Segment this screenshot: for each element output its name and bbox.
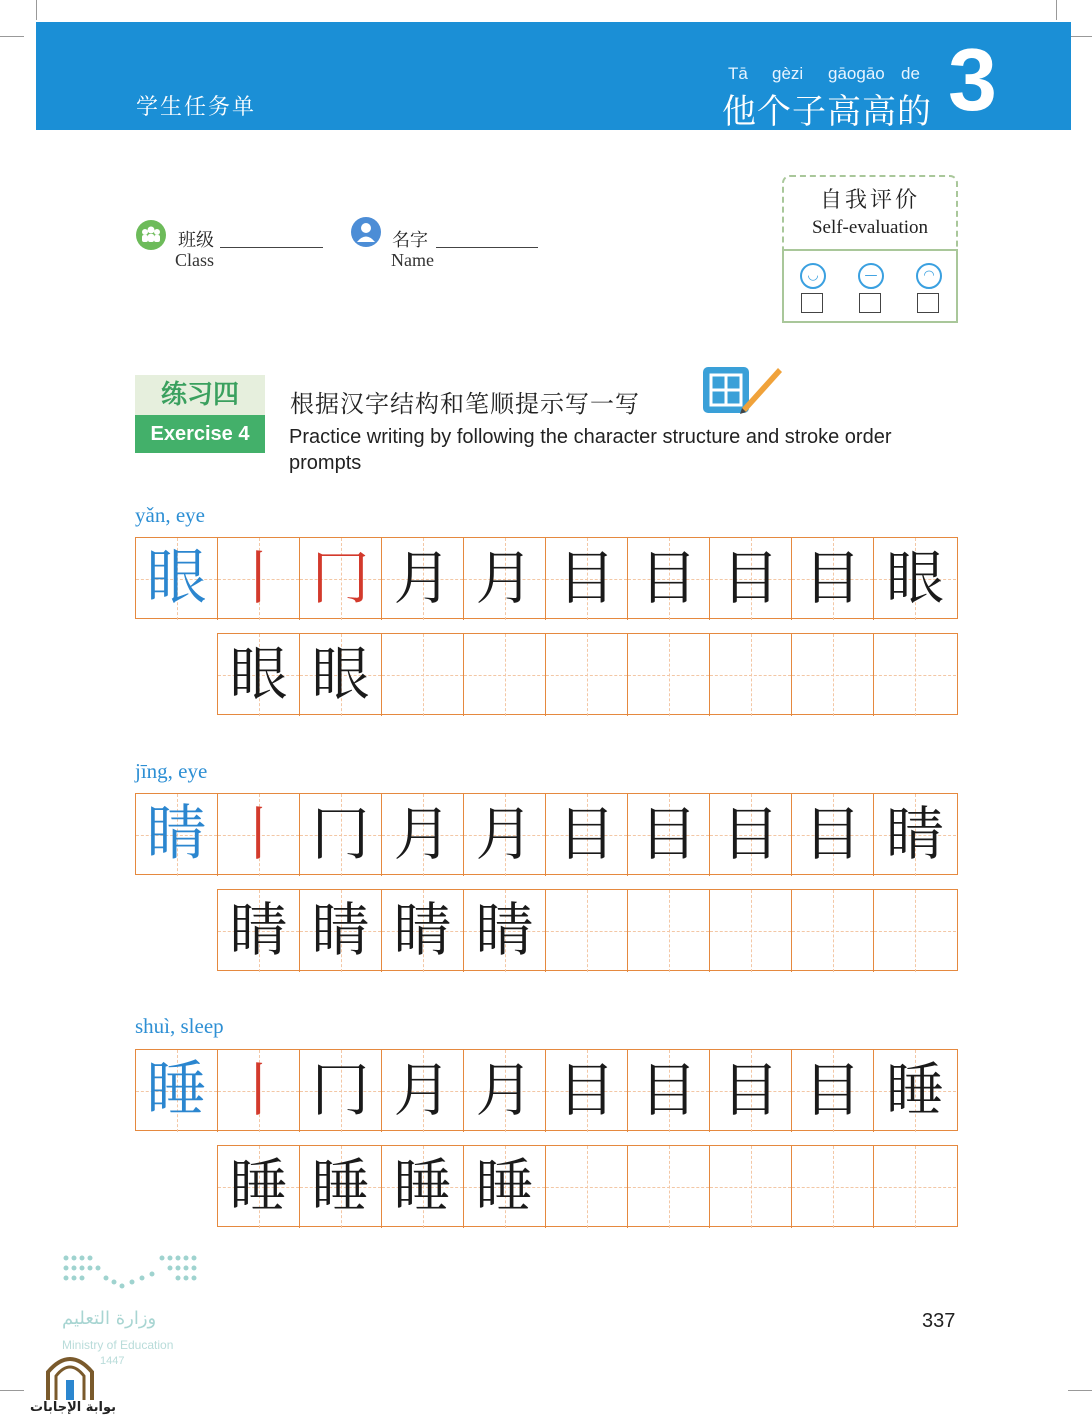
self-eval-checkbox-poor[interactable]	[917, 293, 939, 313]
crop-mark	[1068, 36, 1092, 37]
stroke-step: 睡	[393, 1152, 452, 1220]
stroke-step: 目	[803, 1056, 862, 1124]
stroke-step: 睡	[311, 1152, 370, 1220]
stroke-cell	[218, 1050, 300, 1132]
stroke-step: 睡	[885, 1056, 944, 1124]
stroke-cell	[546, 538, 628, 620]
stroke-step: 月	[475, 544, 534, 612]
stroke-step: 睡	[229, 1152, 288, 1220]
practice-cell[interactable]	[300, 634, 382, 716]
stroke-step: 目	[803, 544, 862, 612]
stroke-step: 睛	[885, 800, 944, 868]
stroke-step: 眼	[885, 544, 944, 612]
stroke-step: 眼	[311, 640, 370, 708]
self-evaluation-title-en: Self-evaluation	[811, 217, 929, 238]
stroke-cell	[218, 794, 300, 876]
lesson-title: 他个子高高的	[722, 92, 932, 132]
stroke-cell	[464, 1050, 546, 1132]
class-input-line[interactable]	[220, 247, 323, 248]
stroke-cell	[628, 538, 710, 620]
practice-cell[interactable]	[628, 890, 710, 972]
stroke-cell	[300, 538, 382, 620]
self-evaluation-options	[782, 249, 958, 323]
lesson-pinyin: gèzi	[772, 64, 804, 83]
practice-cell[interactable]	[710, 890, 792, 972]
character-label-yan: yǎn, eye	[135, 503, 205, 527]
page-number: 337	[922, 1310, 956, 1332]
practice-cell[interactable]	[218, 890, 300, 972]
stroke-order-row-jing	[135, 793, 958, 875]
stroke-cell	[300, 1050, 382, 1132]
lesson-number: 3	[948, 30, 997, 129]
stroke-step: 目	[557, 544, 616, 612]
stroke-cell	[464, 538, 546, 620]
ministry-logo-icon	[62, 1252, 197, 1292]
stroke-step: 目	[557, 800, 616, 868]
practice-row-shui	[217, 1145, 958, 1227]
practice-cell[interactable]	[546, 1146, 628, 1228]
stroke-cell	[874, 538, 956, 620]
practice-cell[interactable]	[300, 890, 382, 972]
stroke-step: 冂	[311, 800, 370, 868]
practice-cell[interactable]	[218, 1146, 300, 1228]
self-eval-checkbox-ok[interactable]	[859, 293, 881, 313]
stroke-cell	[792, 794, 874, 876]
stroke-cell	[546, 1050, 628, 1132]
exercise-label-cn: 练习四	[135, 375, 265, 415]
exercise-badge	[135, 375, 265, 455]
watermark-text: بوابة الإجابات	[30, 1400, 116, 1415]
ministry-name-en: Ministry of Education	[62, 1338, 174, 1352]
practice-cell[interactable]	[382, 634, 464, 716]
neutral-face-icon: —	[858, 263, 884, 289]
practice-cell[interactable]	[874, 634, 956, 716]
smile-face-icon: ◡	[800, 263, 826, 289]
stroke-cell	[628, 794, 710, 876]
practice-cell[interactable]	[546, 634, 628, 716]
exercise-title-en: Practice writing by following the character structure and stroke order prompts	[289, 426, 892, 474]
crop-mark	[1068, 1390, 1092, 1391]
model-character: 眼	[146, 543, 207, 613]
stroke-cell	[710, 538, 792, 620]
stroke-cell	[300, 794, 382, 876]
self-evaluation-title-cn: 自我评价	[819, 188, 920, 213]
stroke-step: 睛	[229, 896, 288, 964]
stroke-step: 丨	[229, 1056, 288, 1124]
stroke-step: 目	[639, 544, 698, 612]
stroke-step: 眼	[229, 640, 288, 708]
practice-cell[interactable]	[464, 890, 546, 972]
name-input-line[interactable]	[436, 247, 538, 248]
stroke-step: 目	[721, 544, 780, 612]
practice-cell[interactable]	[792, 1146, 874, 1228]
model-character: 睛	[146, 799, 207, 869]
character-label-shui: shuì, sleep	[135, 1014, 224, 1038]
practice-cell[interactable]	[710, 634, 792, 716]
crop-mark	[1056, 0, 1057, 20]
lesson-banner	[36, 22, 1071, 130]
stroke-cell	[628, 1050, 710, 1132]
stroke-cell	[382, 1050, 464, 1132]
stroke-step: 目	[557, 1056, 616, 1124]
stroke-step: 睡	[475, 1152, 534, 1220]
stroke-cell	[464, 794, 546, 876]
name-label-cn: 名字	[392, 230, 428, 251]
character-label-jing: jīng, eye	[135, 759, 208, 783]
crop-mark	[0, 1390, 24, 1391]
stroke-step: 丨	[229, 544, 288, 612]
worksheet-label: 学生任务单	[136, 95, 257, 120]
practice-cell[interactable]	[218, 634, 300, 716]
stroke-step: 月	[475, 800, 534, 868]
stroke-step: 目	[721, 800, 780, 868]
stroke-step: 月	[393, 544, 452, 612]
stroke-step: 月	[475, 1056, 534, 1124]
practice-cell[interactable]	[874, 890, 956, 972]
stroke-step: 月	[393, 800, 452, 868]
crop-mark	[0, 36, 24, 37]
practice-cell[interactable]	[464, 1146, 546, 1228]
exercise-title-cn: 根据汉字结构和笔顺提示写一写	[290, 390, 640, 418]
model-cell	[136, 1050, 218, 1132]
stroke-order-row-shui	[135, 1049, 958, 1131]
gate-logo-icon	[38, 1350, 102, 1402]
ministry-name-ar: وزارة التعليم	[62, 1308, 157, 1329]
practice-cell[interactable]	[792, 634, 874, 716]
sad-face-icon: ◠	[916, 263, 942, 289]
practice-cell[interactable]	[628, 634, 710, 716]
lesson-pinyin: Tā	[728, 64, 748, 83]
stroke-cell	[382, 538, 464, 620]
stroke-cell	[546, 794, 628, 876]
self-evaluation-panel	[782, 175, 956, 321]
class-label-en: Class	[175, 250, 215, 270]
model-character: 睡	[146, 1055, 207, 1125]
stroke-step: 睛	[393, 896, 452, 964]
practice-cell[interactable]	[628, 1146, 710, 1228]
class-group-icon	[136, 220, 166, 250]
grid-pencil-icon	[702, 364, 784, 416]
exercise-label-en: Exercise 4	[135, 415, 265, 453]
stroke-cell	[218, 538, 300, 620]
name-label-en: Name	[391, 250, 434, 270]
stroke-step: 目	[721, 1056, 780, 1124]
practice-cell[interactable]	[546, 890, 628, 972]
stroke-cell	[382, 794, 464, 876]
practice-row-jing	[217, 889, 958, 971]
stroke-step: 丨	[229, 800, 288, 868]
model-cell	[136, 538, 218, 620]
practice-cell[interactable]	[464, 634, 546, 716]
stroke-step: 冂	[311, 1056, 370, 1124]
practice-cell[interactable]	[792, 890, 874, 972]
self-eval-checkbox-good[interactable]	[801, 293, 823, 313]
stroke-step: 目	[639, 800, 698, 868]
model-cell	[136, 794, 218, 876]
person-icon	[351, 217, 381, 247]
stroke-step: 睛	[475, 896, 534, 964]
stroke-step: 冂	[311, 544, 370, 612]
practice-row-yan	[217, 633, 958, 715]
stroke-step: 目	[639, 1056, 698, 1124]
stroke-cell	[874, 794, 956, 876]
stroke-order-row-yan	[135, 537, 958, 619]
practice-cell[interactable]	[874, 1146, 956, 1228]
stroke-cell	[710, 794, 792, 876]
lesson-pinyin: gāogāo	[828, 64, 885, 83]
practice-cell[interactable]	[382, 1146, 464, 1228]
stroke-cell	[874, 1050, 956, 1132]
stroke-cell	[792, 1050, 874, 1132]
class-label-cn: 班级	[178, 230, 214, 251]
stroke-cell	[710, 1050, 792, 1132]
stroke-step: 目	[803, 800, 862, 868]
stroke-step: 睛	[311, 896, 370, 964]
practice-cell[interactable]	[710, 1146, 792, 1228]
practice-cell[interactable]	[382, 890, 464, 972]
crop-mark	[36, 0, 37, 20]
practice-cell[interactable]	[300, 1146, 382, 1228]
stroke-step: 月	[393, 1056, 452, 1124]
stroke-cell	[792, 538, 874, 620]
ministry-year: 1447	[100, 1355, 125, 1367]
lesson-pinyin: de	[901, 64, 920, 83]
